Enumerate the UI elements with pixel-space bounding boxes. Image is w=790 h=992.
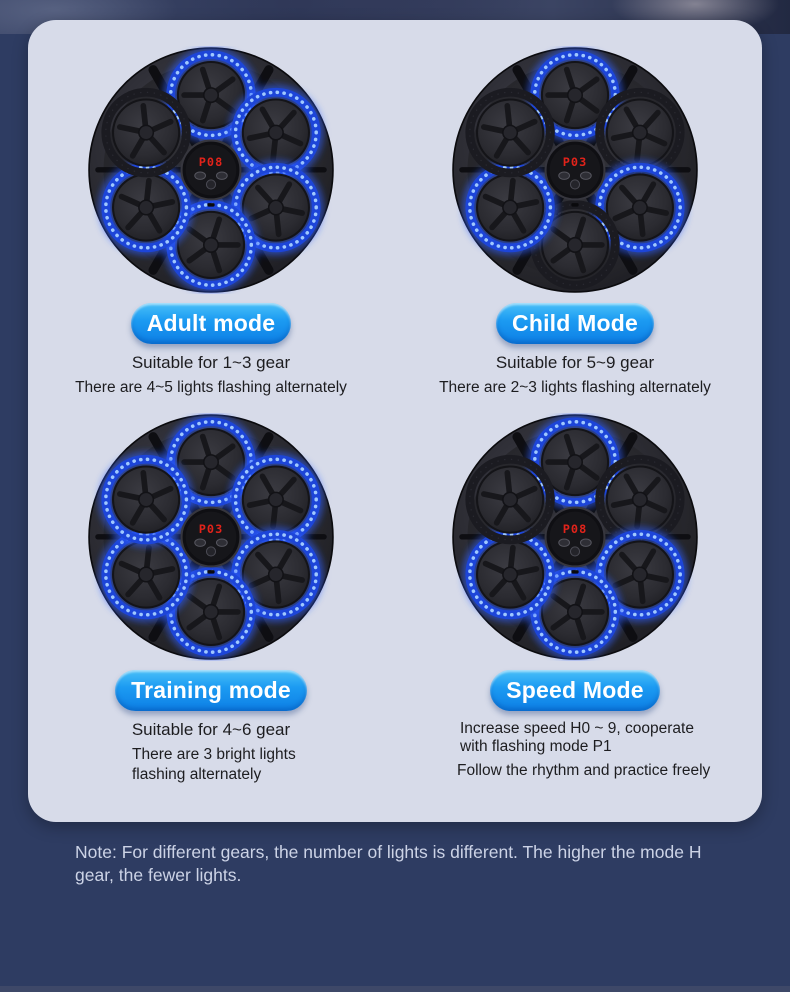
content-card <box>28 20 762 822</box>
child-mode-machine-image <box>451 46 699 294</box>
svg-text:P03: P03 <box>198 521 224 536</box>
svg-text:P08: P08 <box>562 521 588 536</box>
speed-mode-section <box>405 413 745 781</box>
child-mode-button: Child Mode <box>496 303 654 344</box>
adult-mode-button: Adult mode <box>131 303 292 344</box>
adult-mode-section <box>41 46 381 398</box>
note-text: Note: For different gears, the number of lights is different. The higher the mode H gear, the fewer lights. <box>75 842 702 886</box>
child-mode-section <box>405 46 745 398</box>
training-mode-section <box>41 413 381 785</box>
training-mode-machine-image <box>87 413 335 661</box>
training-mode-lights-text: There are 3 bright lights flashing alternately <box>132 746 296 783</box>
adult-mode-gear-text: Suitable for 1~3 gear <box>131 353 291 372</box>
adult-mode-machine-image <box>87 46 335 294</box>
adult-mode-lights-text: There are 4~5 lights flashing alternately <box>75 379 347 396</box>
background-bottom-strip <box>0 986 790 992</box>
svg-text:P08: P08 <box>198 154 224 169</box>
speed-mode-machine-image <box>451 413 699 661</box>
speed-mode-rhythm-text: Follow the rhythm and practice freely <box>457 762 711 779</box>
training-mode-button: Training mode <box>115 670 307 711</box>
child-mode-lights-text: There are 2~3 lights flashing alternately <box>439 379 711 396</box>
speed-mode-speed-text: Increase speed H0 ~ 9, cooperate with flashing mode P1 <box>460 720 694 755</box>
speed-mode-button: Speed Mode <box>490 670 659 711</box>
child-mode-gear-text: Suitable for 5~9 gear <box>495 353 655 372</box>
svg-text:P03: P03 <box>562 154 588 169</box>
training-mode-gear-text: Suitable for 4~6 gear <box>131 720 291 739</box>
